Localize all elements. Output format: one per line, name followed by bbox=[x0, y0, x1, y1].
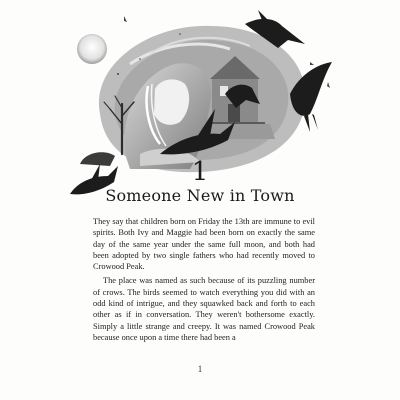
body-text bbox=[93, 216, 315, 343]
chapter-title: Someone New in Town bbox=[105, 186, 295, 205]
paragraph: The place was named as such because of its puzzling number of crows. The birds seemed to watch everything you did with an odd kind of intrigue, and they squawked back and forth to each other as if in conversation. They weren't bothersome exactly. Simply a little strange and creepy. It was named Crowood Peak because once upon a time there had been a bbox=[93, 276, 315, 342]
page-number: 1 bbox=[197, 364, 203, 374]
moon bbox=[77, 34, 107, 64]
paragraph: They say that children born on Friday the 13th are immune to evil spirits. Both Ivy and Maggie had been born on exactly the same day of the same year under the same full moon, and both had been adopted by two single fathers who had recently moved to Crowood Peak. bbox=[93, 217, 315, 272]
chapter-number: 1 bbox=[191, 157, 209, 187]
